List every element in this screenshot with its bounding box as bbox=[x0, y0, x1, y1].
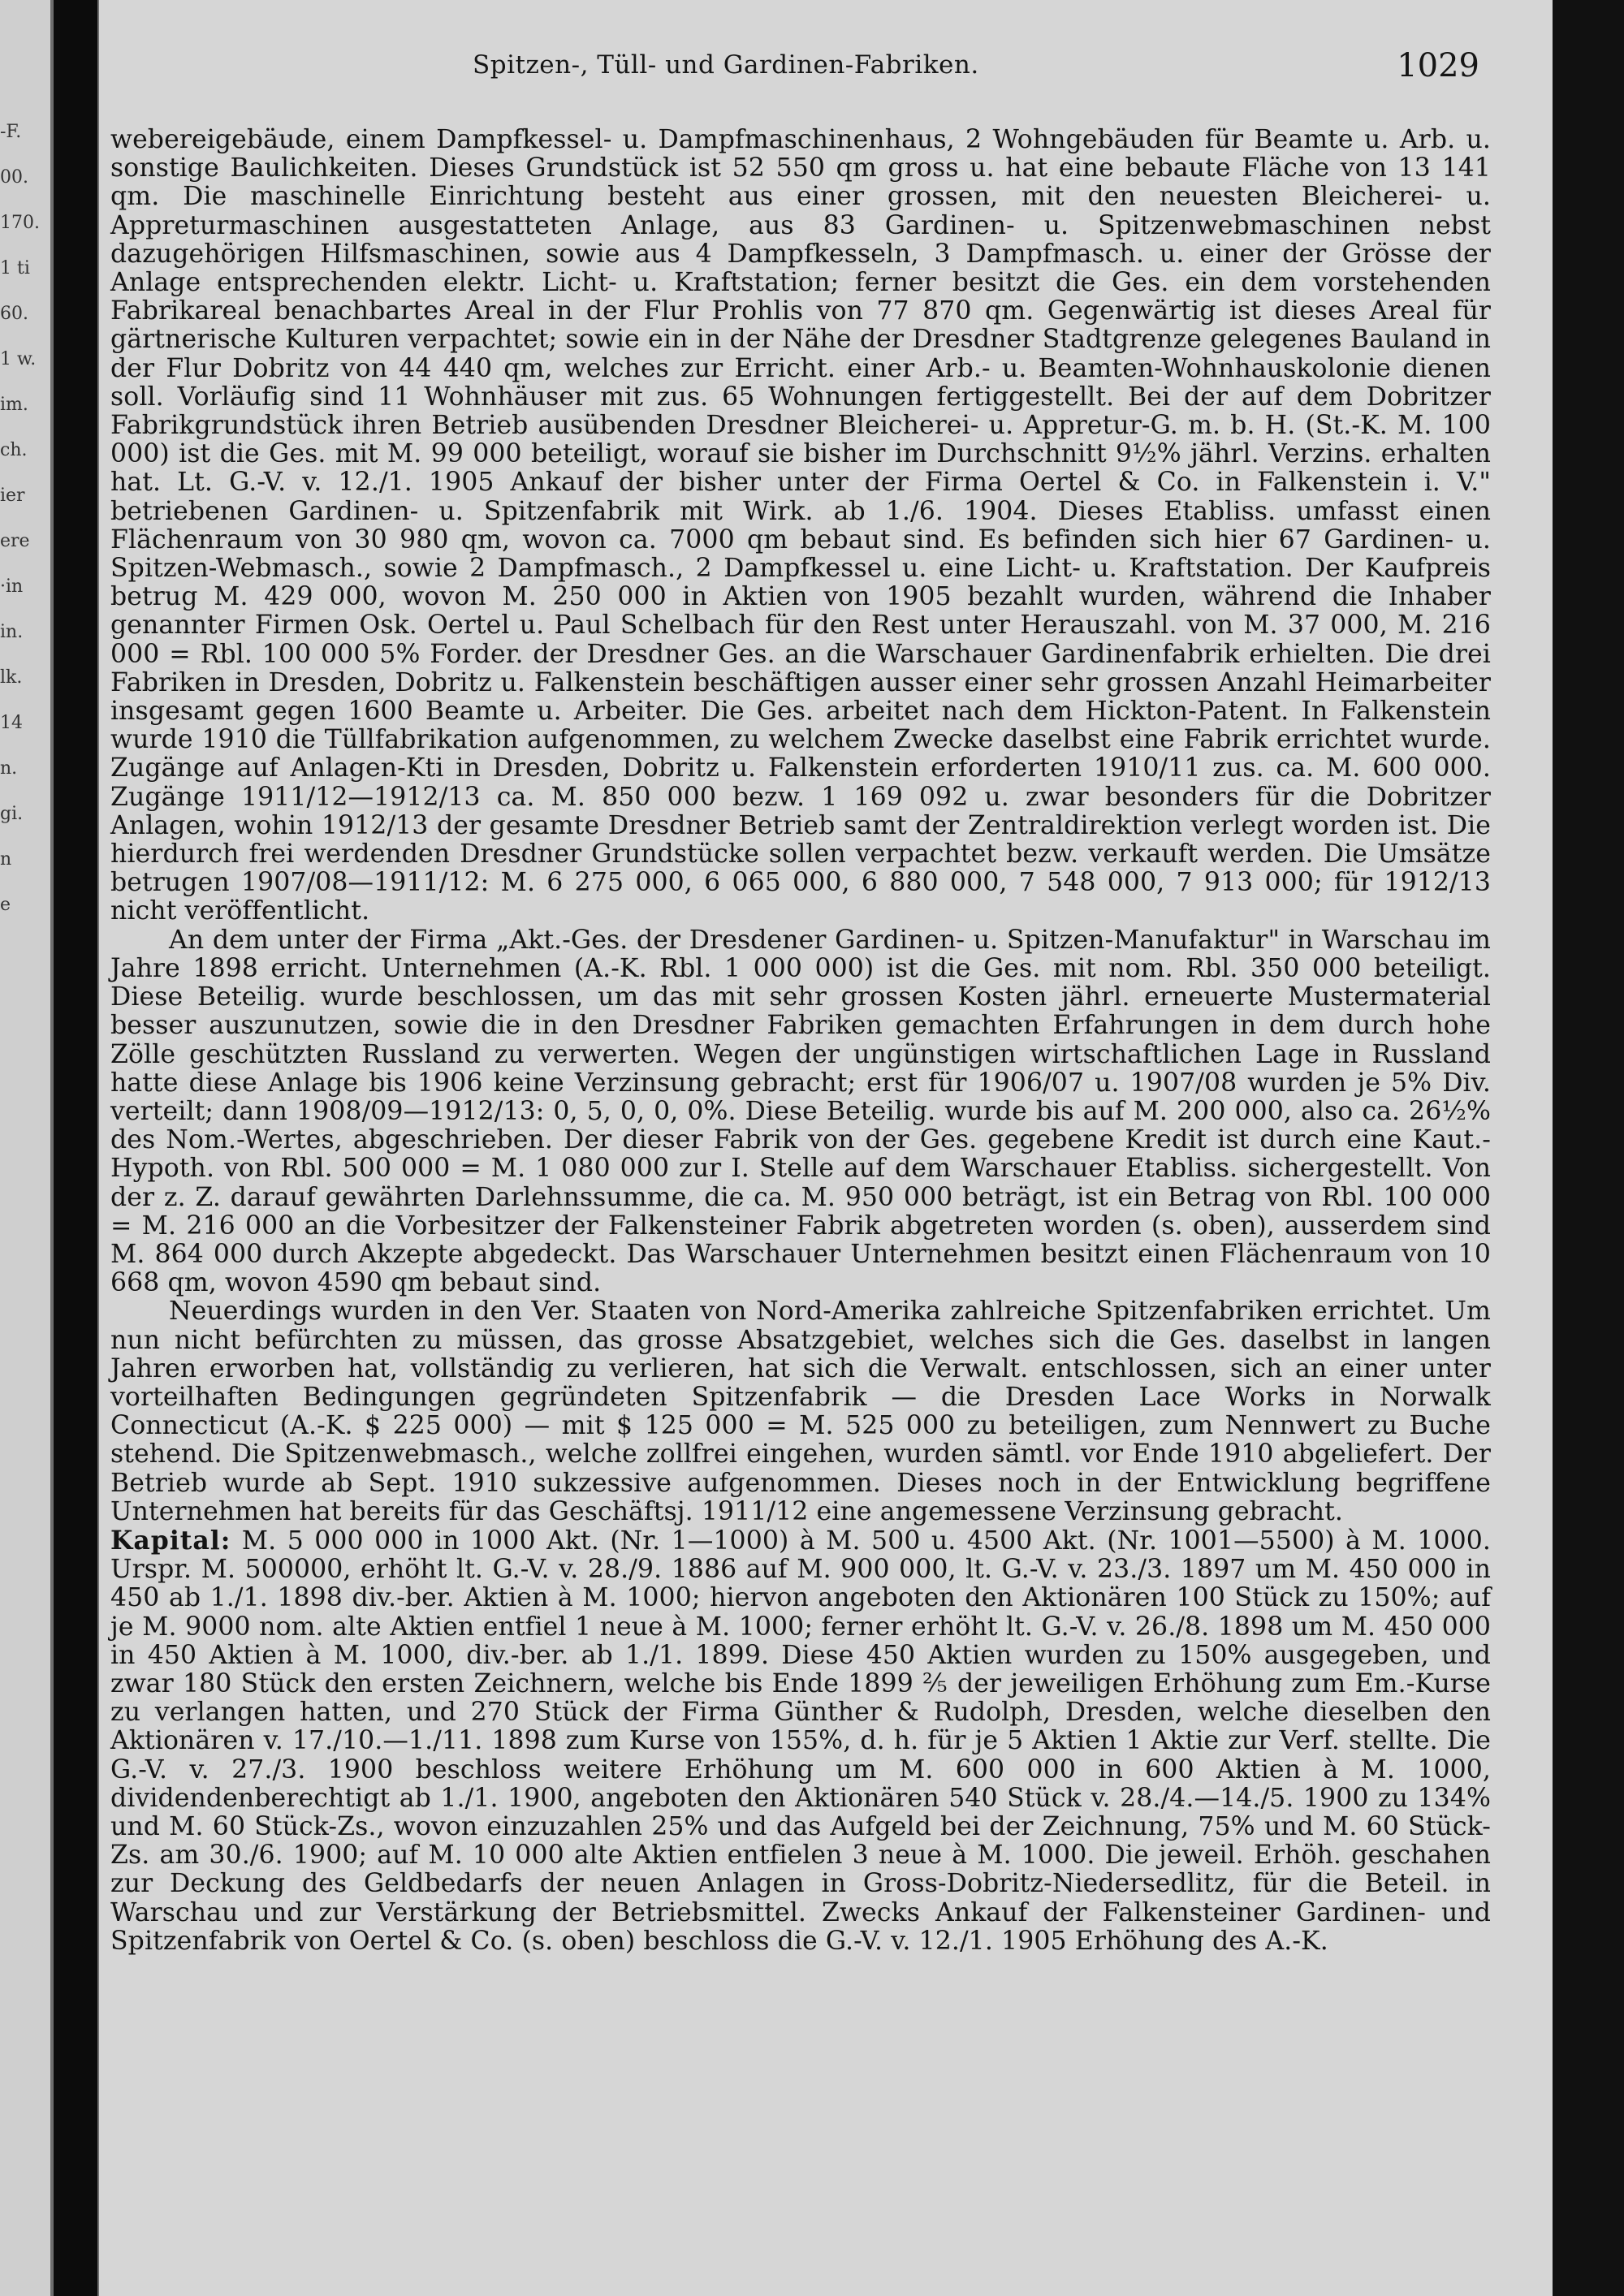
margin-note: im. bbox=[0, 395, 28, 415]
margin-note: 00. bbox=[0, 167, 28, 188]
margin-notes bbox=[0, 122, 49, 940]
margin-note: ier bbox=[0, 486, 25, 506]
margin-note: ere bbox=[0, 531, 30, 551]
margin-note: n. bbox=[0, 758, 18, 779]
margin-note: in. bbox=[0, 622, 24, 642]
running-title: Spitzen-, Tüll- und Gardinen-Fabriken. bbox=[473, 50, 979, 80]
margin-note: ch. bbox=[0, 440, 28, 460]
margin-note: 170. bbox=[0, 213, 40, 233]
body-text bbox=[110, 126, 1491, 1956]
scan-edge-left bbox=[54, 0, 97, 2296]
margin-note: n bbox=[0, 849, 12, 870]
capital-text: M. 5 000 000 in 1000 Akt. (Nr. 1—1000) à M. 500 u. 4500 Akt. (Nr. 1001—5500) à M. 1000. Urspr. M. 500000, erhöht lt. G.-V. v. 28./9. 1886 auf M. 900 000, lt. G.-V. v. 23./3. 1897 um M. 450 000 in 450 ab 1./1. 1898 div.-ber. Aktien à M. 1000; hiervon angeboten den Aktionären 100 Stück zu 150%; auf je M. 9000 nom. alte Aktien entfiel 1 neue à M. 1000; ferner erhöht lt. G.-V. v. 26./8. 1898 um M. 450 000 in 450 Aktien à M. 1000, div.-ber. ab 1./1. 1899. Diese 450 Aktien wurden zu 150% ausgegeben, und zwar 180 Stück den ersten Zeichnern, welche bis Ende 1899 ⅖ der jeweiligen Erhöhung zum Em.-Kurse zu verlangen hatten, und 270 Stück der Firma Günther & Rudolph, Dresden, welche dieselben den Aktionären v. 17./10.—1./11. 1898 zum Kurse von 155%, d. h. für je 5 Aktien 1 Aktie zur Verf. stellte. Die G.-V. v. 27./3. 1900 beschloss weitere Erhöhung um M. 600 000 in 600 Aktien à M. 1000, dividendenberechtigt ab 1./1. 1900, angeboten den Aktionären 540 Stück v. 28./4.—14./5. 1900 zu 134% und M. 60 Stück-Zs., wovon einzuzahlen 25% und das Aufgeld bei der Zeichnung, 75% und M. 60 Stück-Zs. am 30./6. 1900; auf M. 10 000 alte Aktien entfielen 3 neue à M. 1000. Die jeweil. Erhöh. geschahen zur Deckung des Geldbedarfs der neuen Anlagen in Gross-Dobritz-Niedersedlitz, für die Beteil. in Warschau und zur Verstärkung der Betriebsmittel. Zwecks Ankauf der Falkensteiner Gardinen- und Spitzenfabrik von Oertel & Co. (s. oben) beschloss die G.-V. v. 12./1. 1905 Erhöhung des A.-K. bbox=[110, 1526, 1491, 1956]
margin-note: 1 w. bbox=[0, 349, 37, 369]
margin-note: ·in bbox=[0, 576, 24, 597]
margin-note: e bbox=[0, 895, 11, 915]
paragraph-us-lace-works: Neuerdings wurden in den Ver. Staaten von Nord-Amerika zahlreiche Spitzenfabriken errichtet. Um nun nicht befürchten zu müssen, das grosse Absatzgebiet, welches sich die Ges. daselbst in langen Jahren erworben hat, vollständig zu verlieren, hat sich die Verwalt. entschlossen, sich an einer unter vorteilhaften Bedingungen gegründeten Spitzenfabrik — die Dresden Lace Works in Norwalk Connecticut (A.-K. $ 225 000) — mit $ 125 000 = M. 525 000 zu beteiligen, zum Nennwert zu Buche stehend. Die Spitzenwebmasch., welche zollfrei eingehen, wurden sämtl. vor Ende 1910 abgeliefert. Der Betrieb wurde ab Sept. 1910 sukzessive aufgenommen. Dieses noch in der Entwicklung begriffene Unternehmen hat bereits für das Geschäftsj. 1911/12 eine angemessene Verzinsung gebracht. bbox=[110, 1297, 1491, 1526]
scan-edge-right bbox=[1553, 0, 1624, 2296]
capital-label: Kapital: bbox=[110, 1525, 231, 1556]
margin-note: gi. bbox=[0, 804, 24, 824]
book-page bbox=[99, 0, 1553, 2296]
margin-note: 60. bbox=[0, 304, 28, 324]
margin-note: 14 bbox=[0, 713, 23, 733]
margin-note: 1 ti bbox=[0, 258, 30, 278]
paragraph-company-facilities: webereigebäude, einem Dampfkessel- u. Dampfmaschinenhaus, 2 Wohngebäuden für Beamte u. Arb. u. sonstige Baulichkeiten. Dieses Grundstück ist 52 550 qm gross u. hat eine bebaute Fläche von 13 141 qm. Die maschinelle Einrichtung besteht aus einer grossen, mit den neuesten Bleicherei- u. Appreturmaschinen ausgestatteten Anlage, aus 83 Gardinen- u. Spitzenwebmaschinen nebst dazugehörigen Hilfsmaschinen, sowie aus 4 Dampfkesseln, 3 Dampfmasch. u. einer der Grösse der Anlage entsprechenden elektr. Licht- u. Kraftstation; ferner besitzt die Ges. ein dem vorstehenden Fabrikareal benachbartes Areal in der Flur Prohlis von 77 870 qm. Gegenwärtig ist dieses Areal für gärtnerische Kulturen verpachtet; sowie ein in der Nähe der Dresdner Stadtgrenze gelegenes Bauland in der Flur Dobritz von 44 440 qm, welches zur Erricht. einer Arb.- u. Beamten-Wohnhauskolonie dienen soll. Vorläufig sind 11 Wohnhäuser mit zus. 65 Wohnungen fertiggestellt. Bei der auf dem Dobritzer Fabrikgrundstück ihren Betrieb ausübenden Dresdner Bleicherei- u. Appretur-G. m. b. H. (St.-K. M. 100 000) ist die Ges. mit M. 99 000 beteiligt, worauf sie bisher im Durchschnitt 9½% jährl. Verzins. erhalten hat. Lt. G.-V. v. 12./1. 1905 Ankauf der bisher unter der Firma Oertel & Co. in Falkenstein i. V." betriebenen Gardinen- u. Spitzenfabrik mit Wirk. ab 1./6. 1904. Dieses Etabliss. umfasst einen Flächenraum von 30 980 qm, wovon ca. 7000 qm bebaut sind. Es befinden sich hier 67 Gardinen- u. Spitzen-Webmasch., sowie 2 Dampfmasch., 2 Dampfkessel u. eine Licht- u. Kraftstation. Der Kaufpreis betrug M. 429 000, wovon M. 250 000 in Aktien von 1905 bezahlt wurden, während die Inhaber genannter Firmen Osk. Oertel u. Paul Schelbach für den Rest unter Herauszahl. von M. 37 000, M. 216 000 = Rbl. 100 000 5% Forder. der Dresdner Ges. an die Warschauer Gardinenfabrik erhielten. Die drei Fabriken in Dresden, Dobritz u. Falkenstein beschäftigen ausser einer sehr grossen Anzahl Heimarbeiter insgesamt gegen 1600 Beamte u. Arbeiter. Die Ges. arbeitet nach dem Hickton-Patent. In Falkenstein wurde 1910 die Tüllfabrikation aufgenommen, zu welchem Zwecke daselbst eine Fabrik errichtet wurde. Zugänge auf Anlagen-Kti in Dresden, Dobritz u. Falkenstein erforderten 1910/11 zus. ca. M. 600 000. Zugänge 1911/12—1912/13 ca. M. 850 000 bezw. 1 169 092 u. zwar besonders für die Dobritzer Anlagen, wohin 1912/13 der gesamte Dresdner Betrieb samt der Zentraldirektion verlegt worden ist. Die hierdurch frei werdenden Dresdner Grundstücke sollen verpachtet bezw. verkauft werden. Die Umsätze betrugen 1907/08—1911/12: M. 6 275 000, 6 065 000, 6 880 000, 7 548 000, 7 913 000; für 1912/13 nicht veröffentlicht. bbox=[110, 125, 1491, 926]
left-margin-strip bbox=[0, 0, 50, 2296]
paragraph-capital bbox=[110, 1526, 1491, 1956]
page-header bbox=[99, 47, 1479, 91]
page-number: 1029 bbox=[1397, 47, 1479, 84]
margin-note: -F. bbox=[0, 122, 22, 142]
margin-note: lk. bbox=[0, 667, 23, 688]
paragraph-warsaw-participation: An dem unter der Firma „Akt.-Ges. der Dresdener Gardinen- u. Spitzen-Manufaktur" in Warschau im Jahre 1898 erricht. Unternehmen (A.-K. Rbl. 1 000 000) ist die Ges. mit nom. Rbl. 350 000 beteiligt. Diese Beteilig. wurde beschlossen, um das mit sehr grossen Kosten jährl. erneuerte Mustermaterial besser auszunutzen, sowie die in den Dresdner Fabriken gemachten Erfahrungen in dem durch hohe Zölle geschützten Russland zu verwerten. Wegen der ungünstigen wirtschaftlichen Lage in Russland hatte diese Anlage bis 1906 keine Verzinsung gebracht; erst für 1906/07 u. 1907/08 wurden je 5% Div. verteilt; dann 1908/09—1912/13: 0, 5, 0, 0, 0%. Diese Beteilig. wurde bis auf M. 200 000, also ca. 26½% des Nom.-Wertes, abgeschrieben. Der dieser Fabrik von der Ges. gegebene Kredit ist durch eine Kaut.-Hypoth. von Rbl. 500 000 = M. 1 080 000 zur I. Stelle auf dem Warschauer Etabliss. sichergestellt. Von der z. Z. darauf gewährten Darlehnssumme, die ca. M. 950 000 beträgt, ist ein Betrag von Rbl. 100 000 = M. 216 000 an die Vorbesitzer der Falkensteiner Fabrik abgetreten worden (s. oben), ausserdem sind M. 864 000 durch Akzepte abgedeckt. Das Warschauer Unternehmen besitzt einen Flächenraum von 10 668 qm, wovon 4590 qm bebaut sind. bbox=[110, 925, 1491, 1298]
